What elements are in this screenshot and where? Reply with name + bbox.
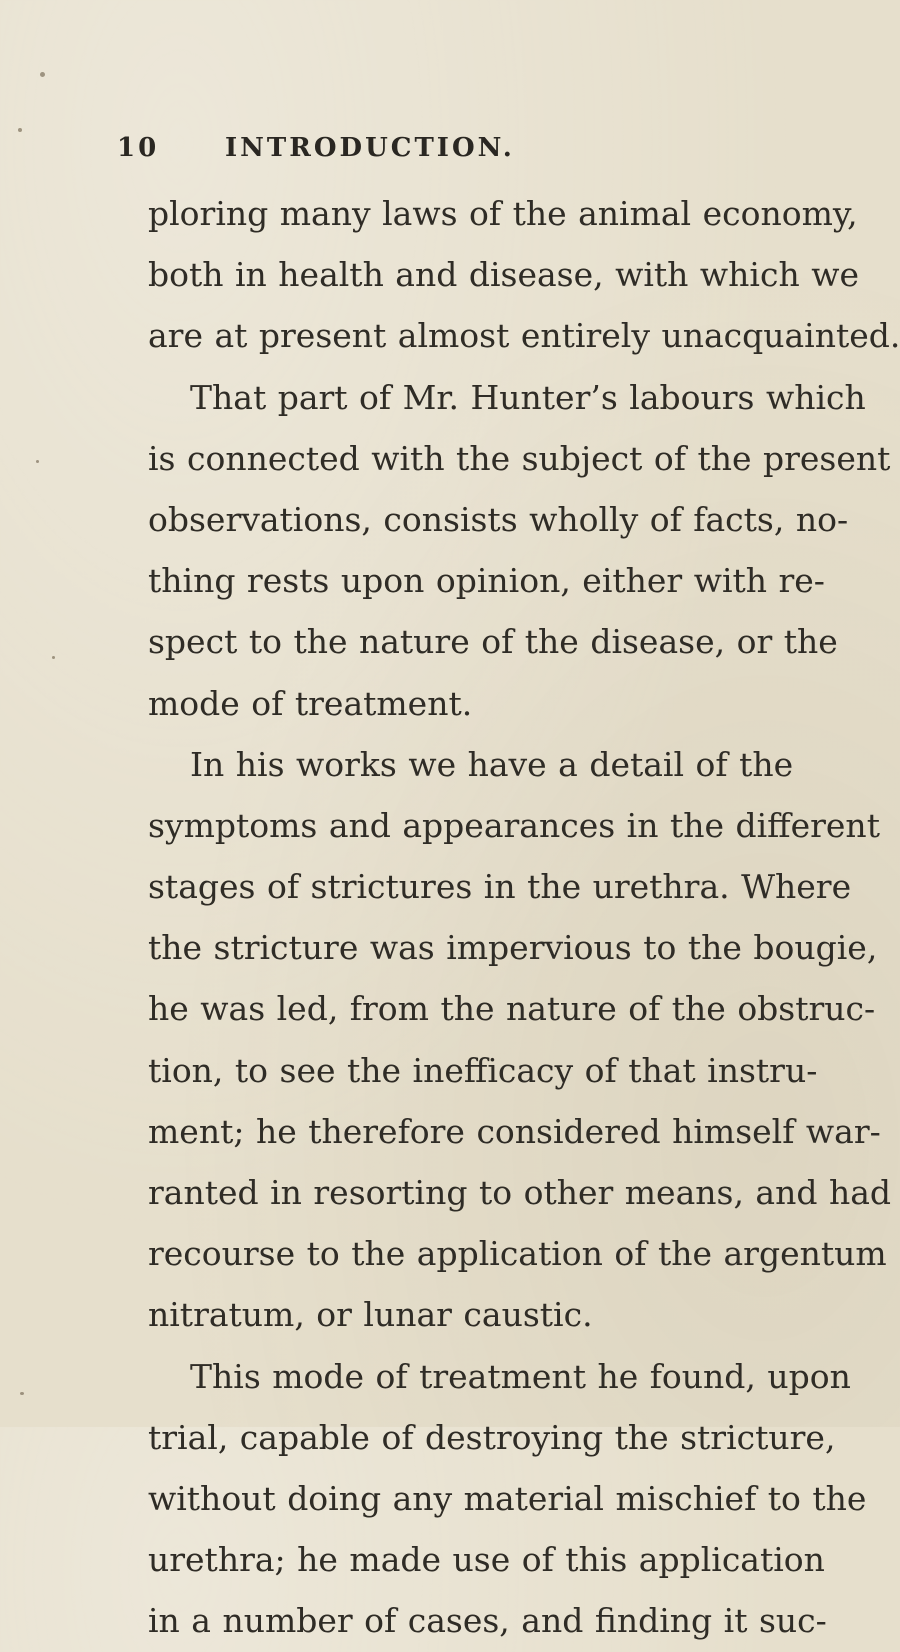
text-line: the stricture was impervious to the bougie, bbox=[148, 928, 878, 968]
text-line: spect to the nature of the disease, or the bbox=[148, 622, 838, 662]
text-line: is connected with the subject of the present bbox=[148, 438, 891, 478]
text-line: symptoms and appearances in the different bbox=[148, 805, 880, 845]
text-line: stages of strictures in the urethra. Where bbox=[148, 867, 852, 907]
text-line: ploring many laws of the animal economy, bbox=[148, 194, 858, 233]
paper-speck bbox=[40, 72, 45, 77]
text-line: are at present almost entirely unacquainted. bbox=[148, 316, 900, 356]
running-title: INTRODUCTION. bbox=[225, 133, 515, 163]
text-line: nitratum, or lunar caustic. bbox=[148, 1295, 593, 1335]
paragraph-start-line: In his works we have a detail of the bbox=[190, 744, 794, 784]
text-line: in a number of cases, and finding it suc- bbox=[148, 1601, 827, 1641]
text-line: both in health and disease, with which we bbox=[148, 255, 859, 295]
paragraph-start-line: This mode of treatment he found, upon bbox=[190, 1356, 851, 1396]
paper-speck bbox=[52, 656, 55, 659]
text-line: thing rests upon opinion, either with re- bbox=[148, 561, 825, 601]
text-line: recourse to the application of the argentum bbox=[148, 1234, 887, 1274]
paper-speck bbox=[20, 1392, 24, 1395]
running-head bbox=[117, 133, 717, 173]
text-line: trial, capable of destroying the stricture, bbox=[148, 1417, 836, 1457]
paper-speck bbox=[36, 460, 39, 463]
text-line: observations, consists wholly of facts, no- bbox=[148, 499, 849, 539]
text-line: ranted in resorting to other means, and had bbox=[148, 1173, 892, 1212]
paper-speck bbox=[18, 128, 22, 132]
text-line: without doing any material mischief to the bbox=[148, 1478, 867, 1518]
paragraph-start-line: That part of Mr. Hunter’s labours which bbox=[190, 377, 866, 417]
page-number: 10 bbox=[117, 133, 160, 163]
text-line: urethra; he made use of this application bbox=[148, 1540, 825, 1580]
text-line: ment; he therefore considered himself war- bbox=[148, 1111, 881, 1151]
text-line: mode of treatment. bbox=[148, 683, 473, 723]
text-line: he was led, from the nature of the obstruc- bbox=[148, 989, 876, 1029]
body-text bbox=[148, 183, 900, 1652]
text-line: tion, to see the inefficacy of that instru- bbox=[148, 1050, 818, 1090]
